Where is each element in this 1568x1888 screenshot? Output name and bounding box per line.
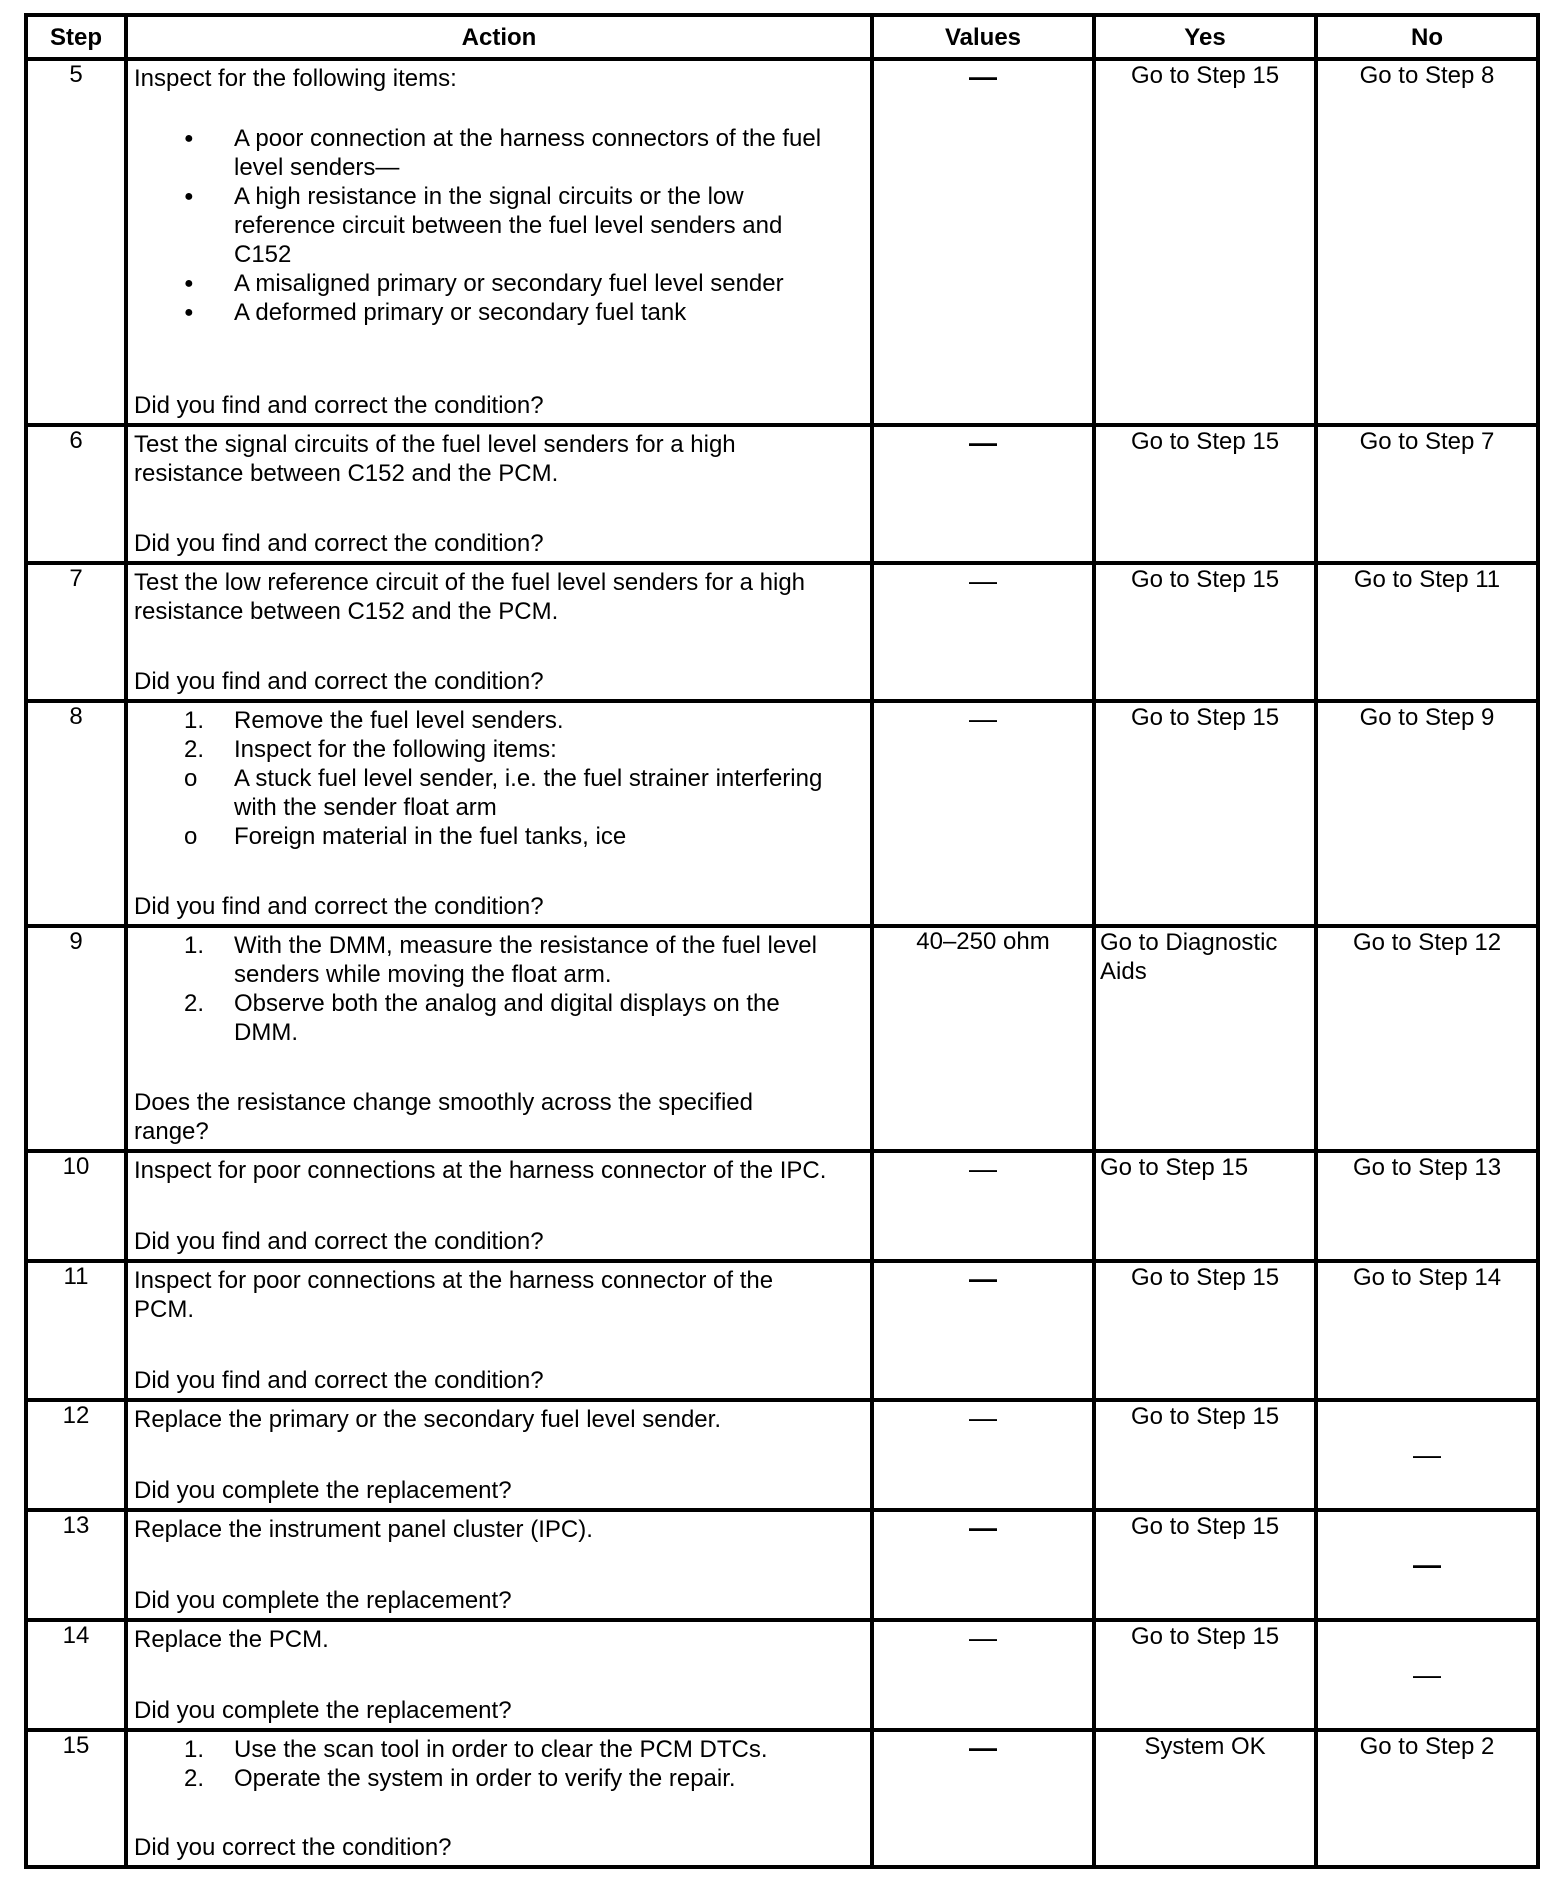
values-cell: — xyxy=(872,1620,1094,1730)
list-item: 2. Observe both the analog and digital displays on the DMM. xyxy=(184,990,780,1046)
header-values: Values xyxy=(872,15,1094,59)
values-cell: 40–250 ohm xyxy=(872,926,1094,1151)
no-cell: Go to Step 11 xyxy=(1316,563,1538,701)
action-intro: Test the signal circuits of the fuel level senders for a high resistance between C152 and the PCM. xyxy=(134,431,736,487)
table-row xyxy=(26,1261,1538,1400)
step-number: 15 xyxy=(26,1730,126,1867)
table-row xyxy=(26,1620,1538,1730)
values-cell: — xyxy=(872,1400,1094,1510)
action-intro: Replace the PCM. xyxy=(134,1626,329,1653)
action-question: Did you find and correct the condition? xyxy=(134,668,544,695)
yes-cell: Go to Step 15 xyxy=(1094,1620,1316,1730)
yes-cell: Go to Step 15 xyxy=(1094,1400,1316,1510)
table-row xyxy=(26,563,1538,701)
numbered-list xyxy=(134,706,864,851)
no-cell: Go to Step 7 xyxy=(1316,425,1538,563)
no-cell: Go to Step 14 xyxy=(1316,1261,1538,1400)
action-intro: Inspect for poor connections at the harness connector of the PCM. xyxy=(134,1267,774,1323)
action-question: Does the resistance change smoothly across the specified range? xyxy=(134,1089,753,1145)
action-question: Did you find and correct the condition? xyxy=(134,1367,544,1394)
sub-list xyxy=(134,764,864,851)
action-cell xyxy=(126,1261,872,1400)
no-cell: — xyxy=(1316,1620,1538,1730)
list-item: o Foreign material in the fuel tanks, ice xyxy=(34,822,864,851)
step-number: 11 xyxy=(26,1261,126,1400)
yes-cell: System OK xyxy=(1094,1730,1316,1867)
yes-cell: Go to Step 15 xyxy=(1094,563,1316,701)
action-question: Did you complete the replacement? xyxy=(134,1587,512,1614)
action-question: Did you correct the condition? xyxy=(134,1834,452,1861)
no-cell: — xyxy=(1316,1400,1538,1510)
header-step: Step xyxy=(26,15,126,59)
action-intro: Replace the primary or the secondary fuel level sender. xyxy=(134,1406,721,1433)
values-cell: — xyxy=(872,1510,1094,1620)
action-cell xyxy=(126,59,872,425)
diagnostic-table xyxy=(24,13,1540,1869)
action-question: Did you complete the replacement? xyxy=(134,1477,512,1504)
table-row xyxy=(26,59,1538,425)
action-question: Did you find and correct the condition? xyxy=(134,1228,544,1255)
action-intro: Inspect for poor connections at the harness connector of the IPC. xyxy=(134,1157,827,1184)
action-question: Did you complete the replacement? xyxy=(134,1697,512,1724)
list-item: 2. Inspect for the following items: o A stuck fuel level sender, i.e. the fuel strainer interfering with the sender float arm o Foreign material in the fuel tanks, ice xyxy=(134,735,864,851)
action-intro: Inspect for the following items: xyxy=(134,65,457,92)
list-item: 2. Operate the system in order to verify the repair. xyxy=(184,1765,736,1792)
header-no: No xyxy=(1316,15,1538,59)
header-action: Action xyxy=(126,15,872,59)
no-cell: — xyxy=(1316,1510,1538,1620)
yes-cell: Go to Step 15 xyxy=(1094,701,1316,926)
list-item: 1. Remove the fuel level senders. xyxy=(184,707,564,734)
step-number: 8 xyxy=(26,701,126,926)
table-row xyxy=(26,1510,1538,1620)
action-cell xyxy=(126,701,872,926)
action-cell xyxy=(126,425,872,563)
table-row xyxy=(26,1151,1538,1261)
list-item: ● A deformed primary or secondary fuel tank xyxy=(134,298,864,327)
action-intro: Replace the instrument panel cluster (IPC). xyxy=(134,1516,593,1543)
list-item: ● A high resistance in the signal circuits or the low reference circuit between the fuel level senders and C152 xyxy=(134,182,864,269)
action-question: Did you find and correct the condition? xyxy=(134,392,544,419)
action-intro: Test the low reference circuit of the fuel level senders for a high resistance between C152 and the PCM. xyxy=(134,569,806,625)
yes-cell: Go to Step 15 xyxy=(1094,1151,1316,1261)
step-number: 7 xyxy=(26,563,126,701)
action-question: Did you find and correct the condition? xyxy=(134,893,544,920)
list-item: 1. Use the scan tool in order to clear the PCM DTCs. xyxy=(184,1736,768,1763)
values-cell: — xyxy=(872,701,1094,926)
action-question: Did you find and correct the condition? xyxy=(134,530,544,557)
table-row xyxy=(26,1730,1538,1867)
values-cell: — xyxy=(872,563,1094,701)
step-number: 6 xyxy=(26,425,126,563)
step-number: 12 xyxy=(26,1400,126,1510)
bullet-list xyxy=(134,124,864,327)
values-cell: — xyxy=(872,59,1094,425)
header-yes: Yes xyxy=(1094,15,1316,59)
list-item: ● A poor connection at the harness connectors of the fuel level senders— xyxy=(134,124,864,182)
numbered-list xyxy=(134,931,864,1047)
action-cell xyxy=(126,563,872,701)
values-cell: — xyxy=(872,1261,1094,1400)
values-cell: — xyxy=(872,1730,1094,1867)
no-cell: Go to Step 12 xyxy=(1316,926,1538,1151)
yes-cell: Go to Step 15 xyxy=(1094,425,1316,563)
list-item: 1. With the DMM, measure the resistance of the fuel level senders while moving the float arm. xyxy=(184,932,817,988)
no-cell: Go to Step 13 xyxy=(1316,1151,1538,1261)
table-row xyxy=(26,1400,1538,1510)
action-cell xyxy=(126,1730,872,1867)
numbered-list xyxy=(134,1735,864,1793)
no-cell: Go to Step 2 xyxy=(1316,1730,1538,1867)
list-item: ● A misaligned primary or secondary fuel level sender xyxy=(134,269,864,298)
step-number: 5 xyxy=(26,59,126,425)
no-cell: Go to Step 8 xyxy=(1316,59,1538,425)
action-cell xyxy=(126,1510,872,1620)
yes-cell: Go to Step 15 xyxy=(1094,1261,1316,1400)
action-cell xyxy=(126,1400,872,1510)
action-cell xyxy=(126,1151,872,1261)
action-cell xyxy=(126,1620,872,1730)
table-row xyxy=(26,926,1538,1151)
step-number: 10 xyxy=(26,1151,126,1261)
step-number: 14 xyxy=(26,1620,126,1730)
values-cell: — xyxy=(872,1151,1094,1261)
values-cell: — xyxy=(872,425,1094,563)
step-number: 13 xyxy=(26,1510,126,1620)
header-row xyxy=(26,15,1538,59)
action-cell xyxy=(126,926,872,1151)
no-cell: Go to Step 9 xyxy=(1316,701,1538,926)
step-number: 9 xyxy=(26,926,126,1151)
list-item: o A stuck fuel level sender, i.e. the fuel strainer interfering with the sender float arm xyxy=(34,764,864,822)
yes-cell: Go to Step 15 xyxy=(1094,1510,1316,1620)
table-row xyxy=(26,701,1538,926)
yes-cell: Go to Diagnostic Aids xyxy=(1094,926,1316,1151)
table-row xyxy=(26,425,1538,563)
yes-cell: Go to Step 15 xyxy=(1094,59,1316,425)
